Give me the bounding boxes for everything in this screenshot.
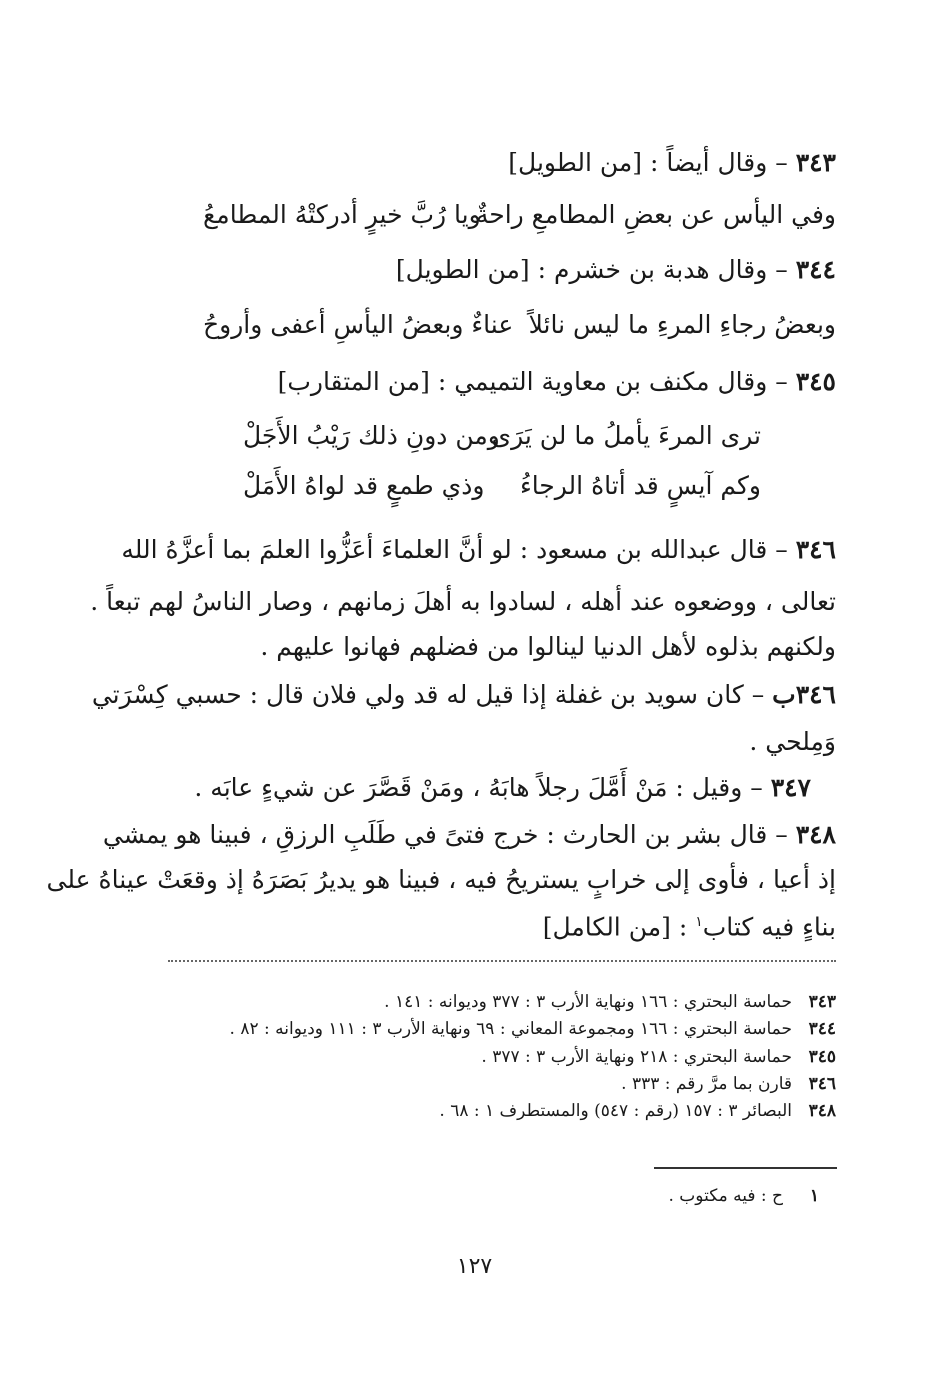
- entry-number: ٣٤٣: [795, 148, 836, 177]
- entry-number: ٣٤٥: [795, 367, 836, 396]
- footnote-348: [439, 1098, 836, 1124]
- note-text: ح : فيه مكتوب .: [668, 1186, 783, 1206]
- entry-number: ٣٤٧: [770, 773, 811, 802]
- note-1: [668, 1183, 819, 1209]
- entry-text: : [من الكامل]: [542, 912, 696, 942]
- verse-hemistich-right: ترى المرءَ يأملُ ما لن يَرَى: [491, 421, 761, 450]
- entry-text: – وقال مكنف بن معاوية التميمي : [من المتقارب]: [277, 367, 788, 396]
- entry-text: – قال عبدالله بن مسعود : لو أنَّ العلماءَ أعَزُّوا العلمَ بما أعزَّهُ الله: [121, 535, 788, 564]
- entry-346b-line-2: وَمِلحي .: [749, 727, 836, 756]
- footnote-number: ٣٤٥: [808, 1047, 836, 1067]
- footnote-number: ٣٤٨: [808, 1101, 836, 1121]
- footnote-marker: ١: [695, 914, 703, 930]
- entry-text: – وقال أيضاً : [من الطويل]: [508, 148, 788, 177]
- footnote-separator: [168, 960, 836, 962]
- verse-hemistich-left: ومن دونِ ذلك رَيْبُ الأَجَلْ: [243, 421, 500, 450]
- entry-348-line-2: إذ أعيا ، فأوى إلى خرابٍ يستريحُ فيه ، فبينا هو يديرُ بَصَرَهُ إذ وقعَتْ عيناهُ على: [46, 865, 836, 894]
- verse-hemistich-left: وذي طمعٍ قد لواهُ الأَمَلْ: [243, 471, 485, 500]
- page-number: ١٢٧: [456, 1254, 493, 1279]
- entry-number: ٣٤٨: [795, 820, 836, 849]
- entry-number: ٣٤٦: [795, 535, 836, 564]
- verse-hemistich-right: وكم آيسٍ قد أتاهُ الرجاءُ: [519, 471, 761, 500]
- entry-number: ٣٤٦ب: [772, 680, 836, 709]
- footnote-number: ٣٤٣: [808, 992, 836, 1012]
- verse-hemistich-left: ويا رُبَّ خيرٍ أدركتْهُ المطامعُ: [203, 200, 481, 229]
- entry-348-line-1: [102, 815, 836, 855]
- note-number: ١: [809, 1186, 819, 1206]
- footnote-text: حماسة البحتري : ١٦٦ ومجموعة المعاني : ٦٩ ونهاية الأرب ٣ : ١١١ وديوانه : ٨٢ .: [229, 1019, 792, 1039]
- verse-hemistich-left: عناءٌ وبعضُ اليأسِ أعفى وأروحُ: [203, 310, 514, 339]
- footnote-345: [481, 1044, 836, 1070]
- entry-text: بناءٍ فيه كتاب: [702, 912, 836, 942]
- entry-348-line-3: [543, 902, 836, 947]
- entry-text: – كان سويد بن غفلة إذا قيل له قد ولي فلان قال : حسبي كِسْرَتي: [91, 680, 765, 709]
- entry-346b-line-1: [91, 675, 836, 715]
- footnote-text: قارن بما مرَّ رقم : ٣٣٣ .: [621, 1074, 792, 1094]
- verse-hemistich-right: وفي اليأس عن بعضِ المطامعِ راحةٌ: [475, 200, 836, 229]
- entry-346-line-2: تعالى ، ووضعوه عند أهله ، لسادوا به أهلَ زمانهم ، وصار الناسُ لهم تبعاً .: [90, 587, 836, 616]
- entry-344-heading: [396, 250, 836, 290]
- entry-text: – قال بشر بن الحارث : خرج فتىً في طَلَبِ الرزقِ ، فبينا هو يمشي: [102, 820, 788, 849]
- footnote-text: حماسة البحتري : ٢١٨ ونهاية الأرب ٣ : ٣٧٧ .: [481, 1047, 792, 1067]
- entry-347-line-1: [194, 768, 811, 808]
- entry-number: ٣٤٤: [795, 255, 836, 284]
- footnote-text: حماسة البحتري : ١٦٦ ونهاية الأرب ٣ : ٣٧٧ وديوانه : ١٤١ .: [384, 992, 792, 1012]
- entry-text: – وقيل : مَنْ أَمَّلَ رجلاً هابَهُ ، ومَنْ قَصَّرَ عن شيءٍ عابَه .: [194, 773, 763, 802]
- entry-346-line-3: ولكنهم بذلوه لأهل الدنيا لينالوا من فضلهم فهانوا عليهم .: [260, 632, 836, 661]
- footnote-343: [384, 989, 836, 1015]
- footnote-number: ٣٤٤: [808, 1019, 836, 1039]
- entry-text: – وقال هدبة بن خشرم : [من الطويل]: [395, 255, 788, 284]
- entry-343-heading: [508, 143, 836, 183]
- entry-345-heading: [278, 362, 836, 402]
- footnote-344: [230, 1016, 836, 1042]
- note-separator: [654, 1167, 837, 1169]
- footnote-text: البصائر ٣ : ١٥٧ (رقم : ٥٤٧) والمستطرف ١ : ٦٨ .: [439, 1101, 792, 1121]
- footnote-number: ٣٤٦: [808, 1074, 836, 1094]
- entry-346-line-1: [121, 530, 836, 570]
- footnote-346: [621, 1071, 836, 1097]
- verse-hemistich-right: وبعضُ رجاءِ المرءِ ما ليس نائلاً: [528, 310, 836, 339]
